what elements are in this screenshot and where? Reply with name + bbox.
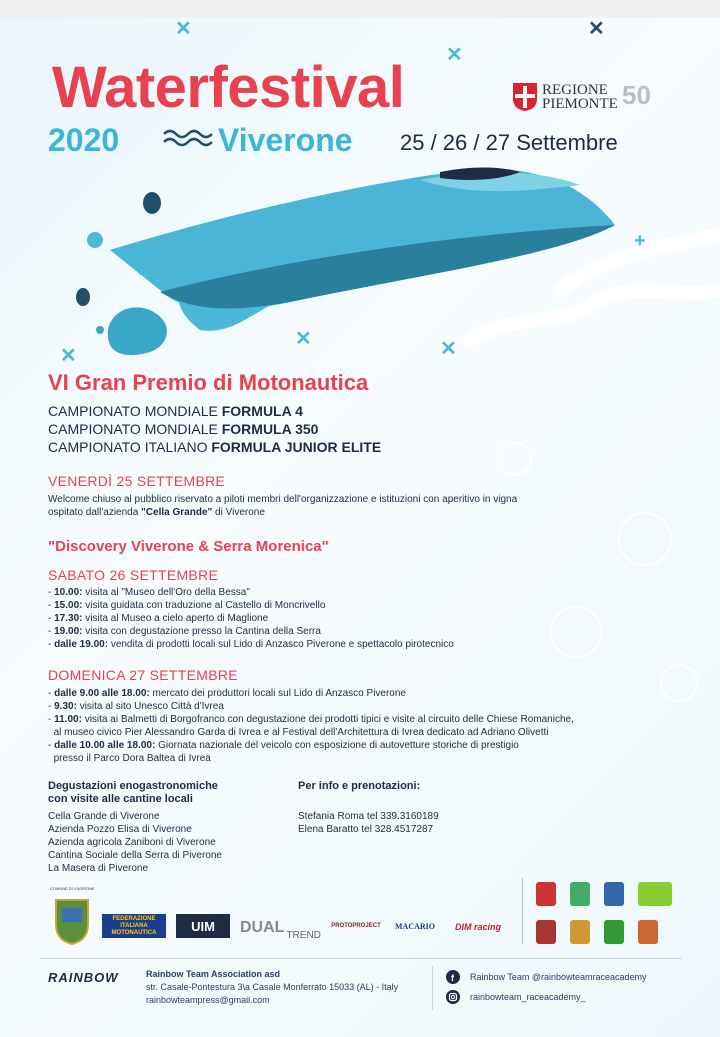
schedule-item: - 17.30: visita al Museo a cielo aperto di Maglione: [48, 613, 269, 624]
protoproject-logo: PROTOPROJECT: [331, 923, 381, 929]
sunday-heading: DOMENICA 27 SETTEMBRE: [48, 667, 238, 683]
decor-cross: ✕: [295, 328, 312, 350]
footer-divider: [432, 966, 433, 1010]
association-info: Rainbow Team Association asd str. Casale-Pontestura 3\a Casale Monferrato 15033 (AL) - Italy rainbowteampress@gmail.com: [146, 969, 399, 1005]
comune-crest-icon: [604, 882, 624, 906]
winery-item: Azienda agricola Zaniboni di Viverone: [48, 837, 216, 848]
info-heading: Per info e prenotazioni:: [298, 780, 421, 792]
anniversary-logo: 50: [622, 80, 651, 110]
email-link[interactable]: rainbowteampress@gmail.com: [146, 995, 270, 1005]
comune-crest-icon: [570, 882, 590, 906]
event-dates: 25 / 26 / 27 Settembre: [400, 130, 618, 155]
schedule-item: - 11.00: visita ai Balmetti di Borgofranco con degustazione dei prodotti tipici e visite al circuito delle Chiese Romaniche, al museo civico Pier Alessandro Garda di Ivrea e al Festival dell'Architettura di Ivrea dedicato ad Adriano Olivetti: [48, 714, 574, 738]
piemonte-label: PIEMONTE: [542, 96, 618, 112]
winery-list: [48, 810, 288, 875]
viverone-crest-icon: [52, 894, 92, 946]
saturday-schedule: [48, 586, 648, 651]
footer-divider: [40, 958, 682, 959]
contact-item[interactable]: Stefania Roma tel 339.3160189: [298, 811, 439, 822]
decor-cross: ✕: [588, 18, 605, 40]
uim-logo: UIM: [176, 914, 230, 938]
schedule-item: - 15.00: visita guidata con traduzione al Castello di Moncrivello: [48, 600, 326, 611]
instagram-link[interactable]: rainbowteam_raceacademy_: [446, 990, 586, 1004]
saturday-heading: SABATO 26 SETTEMBRE: [48, 567, 219, 583]
winery-item: Cantina Sociale della Serra di Piverone: [48, 850, 222, 861]
schedule-item: - 10.00: visita al "Museo dell'Oro della Bessa": [48, 587, 250, 598]
dim-racing-logo: DIM racing: [454, 922, 501, 932]
comune-crest-icon: [638, 920, 658, 944]
comune-crest-icon: [570, 920, 590, 944]
waves-icon: [162, 126, 214, 150]
schedule-item: - 9.30: visita al sito Unesco Città d'Ivrea: [48, 701, 224, 712]
macario-logo: MACARIO: [395, 921, 435, 931]
comune-label: COMUNE DI VIVERONE: [50, 886, 95, 891]
winery-item: Azienda Pozzo Elisa di Viverone: [48, 824, 192, 835]
comune-crest-icon: [604, 920, 624, 944]
event-year: 2020: [48, 122, 120, 158]
grand-prix-title: VI Gran Premio di Motonautica: [48, 370, 369, 395]
schedule-item: - dalle 19.00: vendita di prodotti locali sul Lido di Anzasco Piverone e spettacolo pirotecnico: [48, 639, 454, 650]
regione-label: REGIONE: [542, 82, 608, 98]
contact-list: [298, 810, 558, 836]
regione-piemonte-logo: [512, 80, 672, 116]
winery-item: La Masera di Piverone: [48, 863, 149, 874]
fim-logo: FEDERAZIONE ITALIANA MOTONAUTICA: [102, 914, 166, 938]
rainbow-logo: RAINBOW: [48, 970, 119, 985]
piemonte-shield-icon: [512, 82, 538, 112]
dual-trend-logo: DUAL TREND: [240, 919, 321, 941]
decor-cross: ✕: [446, 44, 463, 66]
decor-plus: +: [634, 230, 646, 252]
winery-item: Cella Grande di Viverone: [48, 811, 160, 822]
decor-cross: ✕: [440, 338, 457, 360]
decor-cross: ✕: [60, 345, 77, 367]
schedule-item: - dalle 10.00 alle 18.00: Giornata nazionale del veicolo con esposizione di autovetture storiche di prestigio presso il Parco Dora Baltea di Ivrea: [48, 740, 519, 764]
comune-crest-icon: [536, 920, 556, 944]
association-logo: [638, 882, 672, 906]
facebook-icon: [446, 970, 460, 984]
discovery-title: "Discovery Viverone & Serra Morenica": [48, 538, 329, 555]
sponsor-divider: [522, 878, 523, 944]
comune-crest-icon: [536, 882, 556, 906]
championship-line: CAMPIONATO ITALIANO FORMULA JUNIOR ELITE: [48, 439, 382, 455]
schedule-item: - 19.00: visita con degustazione presso la Cantina della Serra: [48, 626, 321, 637]
championship-line: CAMPIONATO MONDIALE FORMULA 4: [48, 403, 303, 419]
friday-description: Welcome chiuso al pubblico riservato a piloti membri dell'organizzazione e istituzioni con aperitivo in vigna ospitato dall'azienda "Cella Grande" di Viverone: [48, 494, 518, 518]
event-title: Waterfestival: [52, 55, 405, 120]
svg-text:f: f: [451, 973, 454, 983]
sponsor-logos: [40, 878, 680, 954]
decor-cross: ✕: [175, 18, 192, 40]
schedule-item: - dalle 9.00 alle 18.00: mercato dei produttori locali sul Lido di Anzasco Piverone: [48, 688, 406, 699]
decor-circle: [618, 512, 672, 566]
event-city: Viverone: [218, 122, 353, 158]
instagram-icon: [446, 990, 460, 1004]
friday-heading: VENERDÌ 25 SETTEMBRE: [48, 473, 226, 489]
decor-circle: [498, 442, 532, 476]
tasting-heading: Degustazioni enogastronomiche con visite alle cantine locali: [48, 780, 218, 805]
facebook-link[interactable]: f Rainbow Team @rainbowteamraceacademy: [446, 970, 647, 984]
sunday-schedule: [48, 687, 668, 765]
championship-line: CAMPIONATO MONDIALE FORMULA 350: [48, 421, 319, 437]
contact-item[interactable]: Elena Baratto tel 328.4517287: [298, 824, 434, 835]
